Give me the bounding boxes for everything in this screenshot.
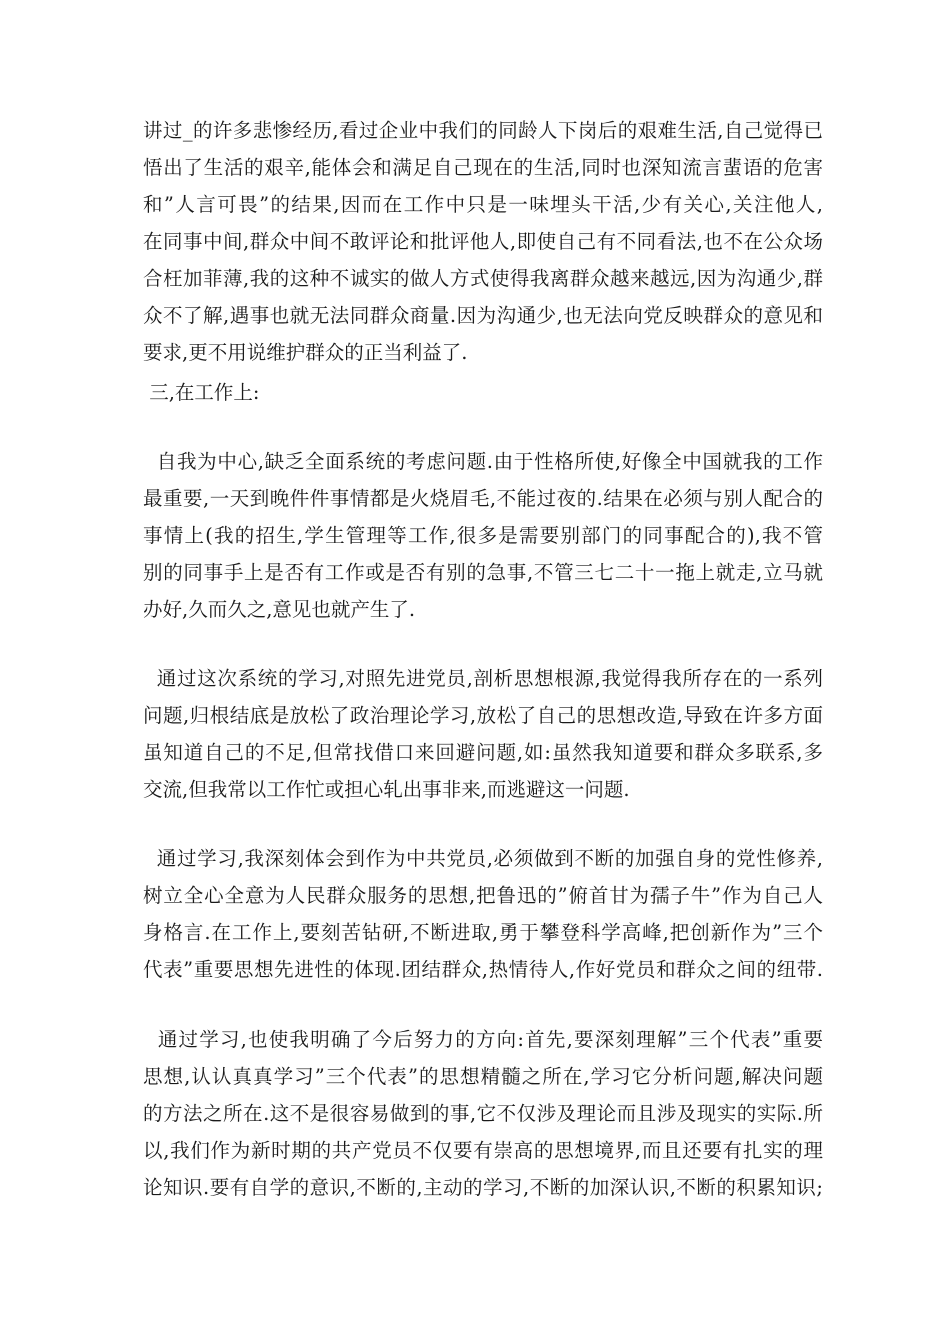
- paragraph-2-line-5: 办好,久而久之,意见也就产生了.: [143, 598, 416, 621]
- paragraph-5-line-4: 以,我们作为新时期的共产党员不仅要有崇高的思想境界,而且还要有扎实的理: [143, 1139, 823, 1162]
- paragraph-1-line-3: 和”人言可畏”的结果,因而在工作中只是一味埋头干活,少有关心,关注他人,: [143, 193, 823, 216]
- paragraph-1-line-5: 合枉加菲薄,我的这种不诚实的做人方式使得我离群众越来越远,因为沟通少,群: [143, 267, 823, 290]
- section-heading-work: 三,在工作上:: [143, 381, 260, 404]
- paragraph-4-line-3: 身格言.在工作上,要刻苦钻研,不断进取,勇于攀登科学高峰,把创新作为”三个: [143, 921, 823, 944]
- paragraph-3-line-3: 虽知道自己的不足,但常找借口来回避问题,如:虽然我知道要和群众多联系,多: [143, 741, 823, 764]
- paragraph-5-line-5: 论知识.要有自学的意识,不断的,主动的学习,不断的加深认识,不断的积累知识;: [143, 1176, 823, 1199]
- paragraph-1-line-4: 在同事中间,群众中间不敢评论和批评他人,即使自己有不同看法,也不在公众场: [143, 230, 823, 253]
- paragraph-2-line-1: 自我为中心,缺乏全面系统的考虑问题.由于性格所使,好像全中国就我的工作: [143, 450, 823, 473]
- paragraph-2-line-2: 最重要,一天到晚件件事情都是火烧眉毛,不能过夜的.结果在必须与别人配合的: [143, 487, 823, 510]
- paragraph-4-line-2: 树立全心全意为人民群众服务的思想,把鲁迅的”俯首甘为孺子牛”作为自己人: [143, 884, 823, 907]
- paragraph-1-line-2: 悟出了生活的艰辛,能体会和满足自己现在的生活,同时也深知流言蜚语的危害: [143, 156, 823, 179]
- paragraph-1-line-7: 要求,更不用说维护群众的正当利益了.: [143, 341, 468, 364]
- paragraph-3-line-2: 问题,归根结底是放松了政治理论学习,放松了自己的思想改造,导致在许多方面: [143, 704, 823, 727]
- paragraph-5-line-3: 的方法之所在.这不是很容易做到的事,它不仅涉及理论而且涉及现实的实际.所: [143, 1102, 823, 1125]
- paragraph-5-line-2: 思想,认认真真学习”三个代表”的思想精髓之所在,学习它分析问题,解决问题: [143, 1065, 823, 1088]
- paragraph-3-line-4: 交流,但我常以工作忙或担心轧出事非来,而逃避这一问题.: [143, 778, 630, 801]
- paragraph-2-line-4: 别的同事手上是否有工作或是否有别的急事,不管三七二十一拖上就走,立马就: [143, 561, 823, 584]
- paragraph-4-line-4: 代表”重要思想先进性的体现.团结群众,热情待人,作好党员和群众之间的纽带.: [143, 958, 823, 981]
- paragraph-1-line-1: 讲过_的许多悲惨经历,看过企业中我们的同龄人下岗后的艰难生活,自己觉得已: [143, 119, 823, 142]
- paragraph-3-line-1: 通过这次系统的学习,对照先进党员,剖析思想根源,我觉得我所存在的一系列: [143, 667, 823, 690]
- paragraph-4-line-1: 通过学习,我深刻体会到作为中共党员,必须做到不断的加强自身的党性修养,: [143, 847, 823, 870]
- paragraph-2-line-3: 事情上(我的招生,学生管理等工作,很多是需要别部门的同事配合的),我不管: [143, 524, 823, 547]
- paragraph-5-line-1: 通过学习,也使我明确了今后努力的方向:首先,要深刻理解”三个代表”重要: [143, 1028, 823, 1051]
- paragraph-1-line-6: 众不了解,遇事也就无法同群众商量.因为沟通少,也无法向党反映群众的意见和: [143, 304, 823, 327]
